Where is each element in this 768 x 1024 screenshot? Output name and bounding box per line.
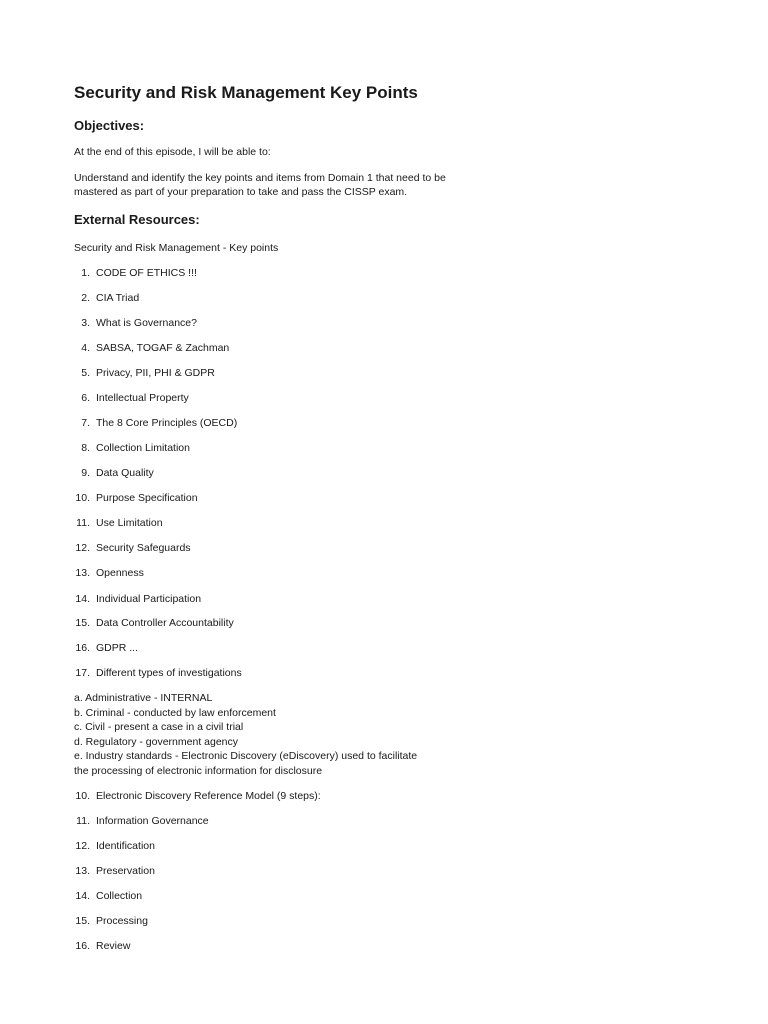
investigation-type-line: c. Civil - present a case in a civil trial bbox=[74, 721, 244, 734]
list-item-number: 14. bbox=[75, 890, 90, 902]
list-item-text: SABSA, TOGAF & Zachman bbox=[96, 342, 230, 354]
list-item-number: 2. bbox=[81, 292, 90, 304]
list-item-text: CODE OF ETHICS !!! bbox=[96, 267, 197, 279]
list-item bbox=[60, 864, 155, 879]
investigation-type-line: a. Administrative - INTERNAL bbox=[74, 692, 213, 704]
list-item-text: Electronic Discovery Reference Model (9 steps): bbox=[96, 790, 321, 802]
list-item-number: 17. bbox=[75, 667, 90, 679]
list-item-number: 10. bbox=[75, 492, 90, 504]
list-item-text: What is Governance? bbox=[96, 317, 197, 329]
list-item-text: Data Quality bbox=[96, 467, 154, 479]
list-item bbox=[60, 666, 242, 681]
list-item-text: Privacy, PII, PHI & GDPR bbox=[96, 367, 215, 379]
investigation-type-line: e. Industry standards - Electronic Discovery (eDiscovery) used to facilitate bbox=[74, 750, 418, 763]
list-item-number: 4. bbox=[81, 342, 90, 354]
list-item-text: Intellectual Property bbox=[96, 392, 189, 404]
list-item bbox=[60, 491, 198, 506]
list-item bbox=[60, 616, 234, 631]
list-item-text: Different types of investigations bbox=[96, 667, 242, 679]
list-item-number: 15. bbox=[75, 915, 90, 927]
list-item bbox=[60, 889, 142, 904]
list-item bbox=[60, 592, 201, 607]
list-item-text: CIA Triad bbox=[96, 292, 140, 304]
list-item bbox=[60, 566, 144, 581]
investigation-type-line: b. Criminal - conducted by law enforcement bbox=[74, 706, 276, 719]
list-item bbox=[60, 641, 138, 656]
list-item bbox=[60, 789, 321, 804]
list-item bbox=[60, 939, 130, 954]
list-item bbox=[60, 914, 148, 929]
list-item bbox=[60, 541, 191, 556]
list-item-number: 7. bbox=[81, 417, 90, 429]
list-item-text: Data Controller Accountability bbox=[96, 617, 234, 629]
list-item-text: Individual Participation bbox=[96, 593, 202, 605]
list-item-text: Use Limitation bbox=[96, 517, 163, 529]
list-item-number: 6. bbox=[81, 392, 90, 404]
list-item bbox=[60, 466, 154, 481]
list-item-text: Security Safeguards bbox=[96, 542, 191, 554]
list-item-number: 1. bbox=[81, 267, 90, 279]
list-item-number: 9. bbox=[81, 467, 90, 479]
list-item-number: 13. bbox=[75, 865, 90, 877]
objectives-intro: At the end of this episode, I will be able to: bbox=[74, 146, 271, 158]
external-resources-heading: External Resources: bbox=[74, 212, 200, 227]
list-item-text: Identification bbox=[96, 840, 155, 852]
list-item-text: GDPR ... bbox=[96, 642, 139, 654]
list-item-text: Processing bbox=[96, 915, 148, 927]
list-item-text: Purpose Specification bbox=[96, 492, 198, 504]
list-item-number: 15. bbox=[75, 617, 90, 629]
list-item-number: 12. bbox=[75, 840, 90, 852]
list-item bbox=[60, 839, 155, 854]
list-item-text: Collection Limitation bbox=[96, 442, 190, 454]
list-item bbox=[60, 516, 163, 531]
list-item bbox=[60, 441, 190, 456]
list-item-number: 11. bbox=[76, 815, 90, 827]
page-title: Security and Risk Management Key Points bbox=[74, 83, 418, 102]
list-item-number: 5. bbox=[81, 367, 90, 379]
objectives-line-1: Understand and identify the key points and items from Domain 1 that need to be bbox=[74, 172, 446, 184]
list-item-number: 14. bbox=[75, 593, 90, 605]
list-item bbox=[60, 391, 189, 406]
list-item-number: 8. bbox=[81, 442, 90, 454]
investigation-type-line: the processing of electronic information for disclosure bbox=[74, 764, 323, 777]
objectives-heading: Objectives: bbox=[74, 118, 145, 133]
list-item-number: 16. bbox=[75, 940, 90, 952]
list-item-number: 13. bbox=[75, 567, 90, 579]
list-item-text: Openness bbox=[96, 567, 144, 579]
list-item-text: The 8 Core Principles (OECD) bbox=[96, 417, 238, 429]
list-item bbox=[60, 814, 209, 829]
list-item bbox=[60, 316, 197, 331]
list-item-number: 11. bbox=[76, 517, 90, 529]
investigation-types-block bbox=[74, 691, 417, 779]
list-item-number: 3. bbox=[81, 317, 90, 329]
list-item-text: Preservation bbox=[96, 865, 155, 877]
list-item bbox=[60, 291, 139, 306]
list-item-text: Information Governance bbox=[96, 815, 209, 827]
list-item-number: 12. bbox=[75, 542, 90, 554]
list-item bbox=[60, 341, 229, 356]
list-item-text: Collection bbox=[96, 890, 143, 902]
objectives-line-2: mastered as part of your preparation to take and pass the CISSP exam. bbox=[74, 186, 408, 198]
investigation-type-line: d. Regulatory - government agency bbox=[74, 735, 239, 748]
list-item bbox=[60, 416, 237, 431]
list-item-text: Review bbox=[96, 940, 131, 952]
list-item-number: 16. bbox=[75, 642, 90, 654]
list-item bbox=[60, 266, 197, 281]
external-resources-intro: Security and Risk Management - Key points bbox=[74, 242, 279, 254]
list-item bbox=[60, 366, 215, 381]
list-item-number: 10. bbox=[75, 790, 90, 802]
